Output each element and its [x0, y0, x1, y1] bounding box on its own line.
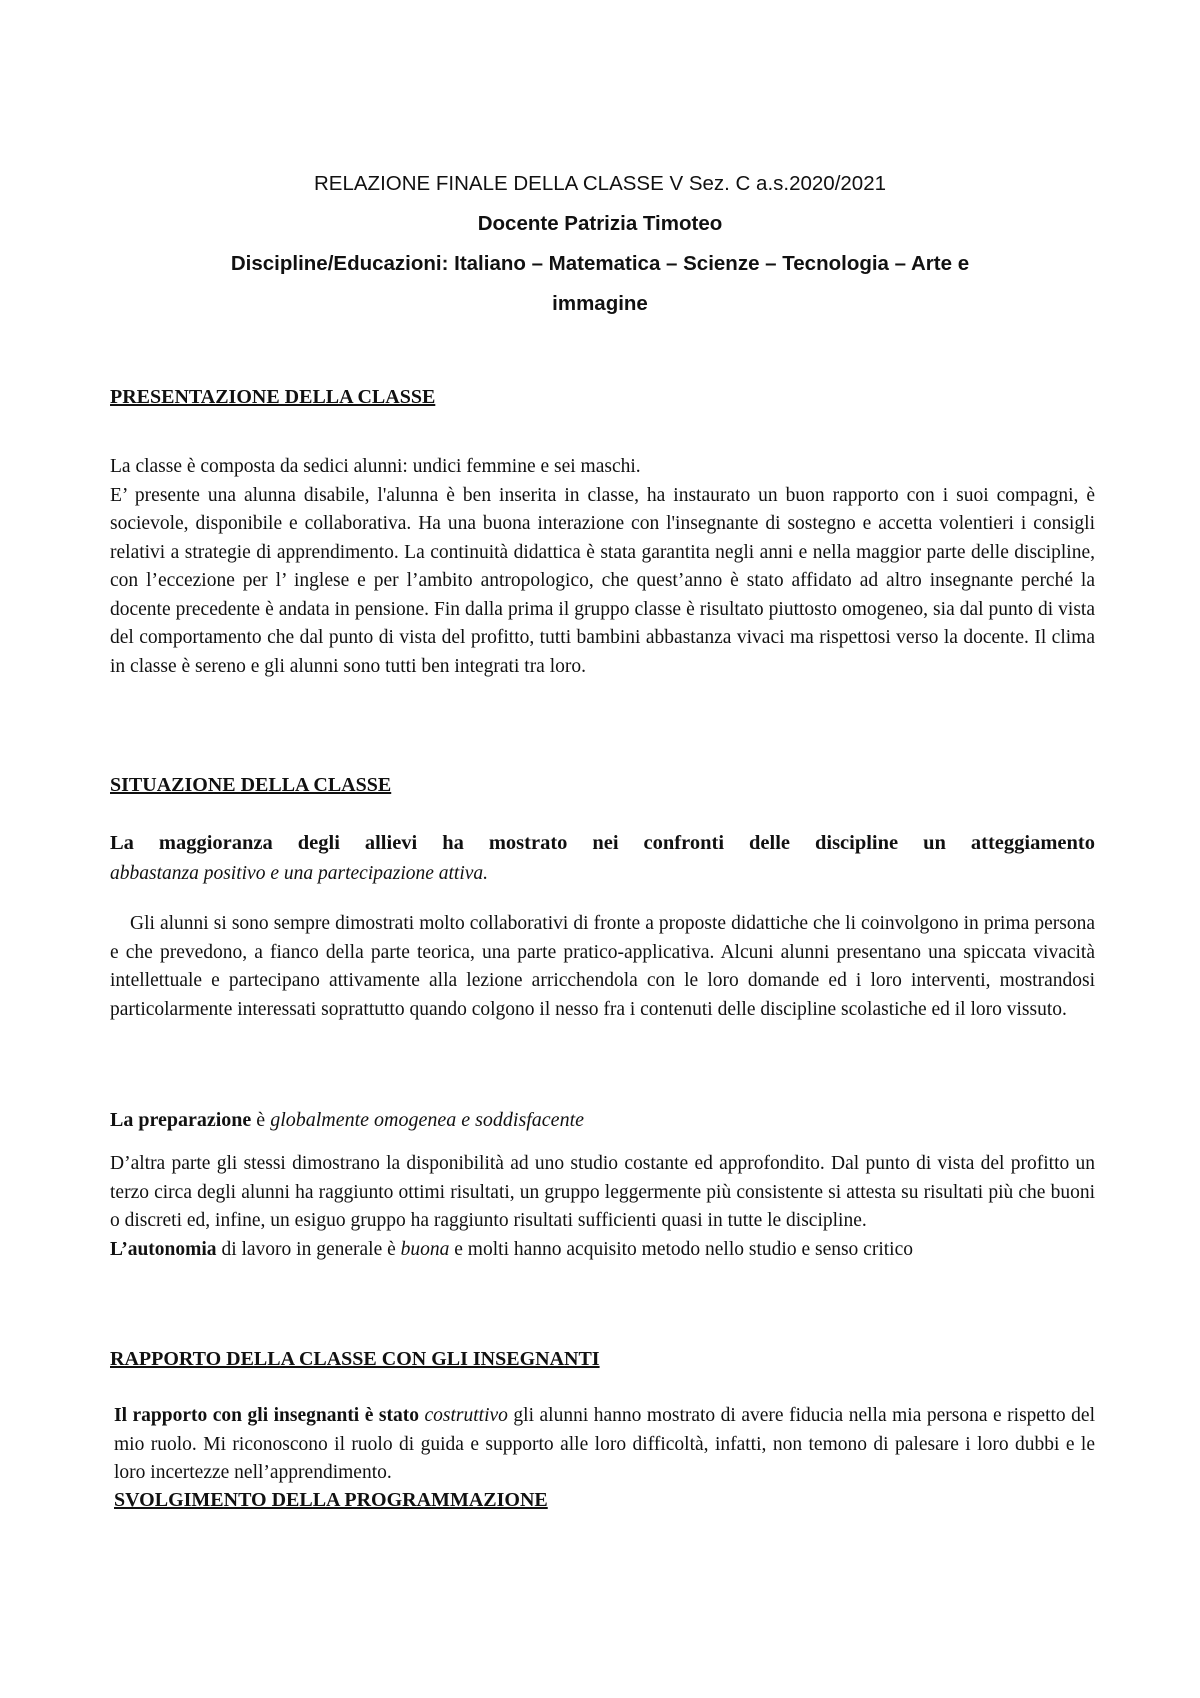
situazione-body	[110, 910, 1095, 1024]
teacher-line: Docente Patrizia Timoteo	[477, 212, 723, 235]
presentazione-line-1: La classe è composta da sedici alunni: undici femmine e sei maschi.	[110, 456, 641, 477]
document-title: RELAZIONE FINALE DELLA CLASSE V Sez. C a.s.2020/2021	[314, 172, 886, 195]
situazione-lead	[110, 827, 1095, 889]
section-heading-situazione: SITUAZIONE DELLA CLASSE	[110, 774, 392, 796]
preparazione-italic: globalmente omogenea e soddisfacente	[270, 1109, 584, 1131]
situazione-bold-line: La maggioranza degli allievi ha mostrato nei confronti delle discipline un atteggiamento	[110, 832, 1095, 854]
presentazione-paragraph: E’ presente una alunna disabile, l'alunna è ben inserita in classe, ha instaurato un buon rapporto con i suoi compagni, è socievole, disponibile e collaborativa. Ha una buona interazione con l'insegnante di sostegno e accetta volentieri i consigli relativi a strategie di apprendimento. La continuità didattica è stata garantita negli anni e nella maggior parte delle discipline, con l’eccezione per l’ inglese e per l’ambito antropologico, che quest’anno è stato affidato ad altro insegnante perché la docente precedente è andata in pensione. Fin dalla prima il gruppo classe è risultato piuttosto omogeneo, sia dal punto di vista del comportamento che dal punto di vista del profitto, tutti bambini abbastanza vivaci ma rispettosi verso la docente. Il clima in classe è sereno e gli alunni sono tutti ben integrati tra loro.	[110, 484, 1095, 677]
disciplines-line-1: Discipline/Educazioni: Italiano – Matematica – Scienze – Tecnologia – Arte e	[230, 252, 970, 275]
situazione-paragraph-2: D’altra parte gli stessi dimostrano la disponibilità ad uno studio costante ed approfondito. Dal punto di vista del profitto un terzo circa degli alunni ha raggiunto ottimi risultati, un gruppo leggermente più consistente si attesta su risultati più che buoni o discreti ed, infine, un esiguo gruppo ha raggiunto risultati sufficienti quasi in tutte le discipline.	[110, 1153, 1095, 1231]
rapporto-paragraph	[114, 1402, 1095, 1488]
preparazione-line	[110, 1106, 1095, 1135]
section-heading-svolgimento: SVOLGIMENTO DELLA PROGRAMMAZIONE	[114, 1489, 548, 1511]
autonomia-mid: di lavoro in generale è	[216, 1238, 401, 1260]
situazione-italic-line: abbastanza positivo e una partecipazione attiva.	[110, 863, 489, 884]
section-heading-rapporto: RAPPORTO DELLA CLASSE CON GLI INSEGNANTI	[110, 1348, 600, 1370]
rapporto-body	[114, 1402, 1095, 1488]
disciplines-line-2: immagine	[552, 292, 648, 315]
document-header	[110, 164, 1090, 324]
autonomia-sentence	[110, 1236, 1095, 1265]
autonomia-italic: buona	[400, 1238, 450, 1260]
section-heading-presentazione: PRESENTAZIONE DELLA CLASSE	[110, 386, 436, 408]
situazione-body-2	[110, 1150, 1095, 1264]
situazione-paragraph: Gli alunni si sono sempre dimostrati molto collaborativi di fronte a proposte didattiche che li coinvolgono in prima persona e che prevedono, a fianco della parte teorica, una parte pratico-applicativa. Alcuni alunni presentano una spiccata vivacità intellettuale e partecipano attivamente alla lezione arricchendola con le loro domande ed i loro interventi, mostrandosi particolarmente interessati soprattutto quando colgono il nesso fra i contenuti delle discipline scolastiche ed il loro vissuto.	[110, 913, 1095, 1020]
autonomia-end: e molti hanno acquisito metodo nello studio e senso critico	[449, 1238, 913, 1260]
preparazione-sentence	[110, 1106, 1095, 1135]
rapporto-italic: costruttivo	[424, 1405, 508, 1426]
autonomia-bold: L’autonomia	[110, 1238, 217, 1260]
preparazione-bold: La preparazione	[110, 1109, 252, 1131]
rapporto-bold: Il rapporto con gli insegnanti è stato	[114, 1405, 419, 1426]
rapporto-rest: gli alunni hanno mostrato di avere fiducia nella mia persona e rispetto del mio ruolo. Mi riconoscono il ruolo di guida e supporto alle loro difficoltà, infatti, non temono di palesare i loro dubbi e le loro incertezze nell’apprendimento.	[114, 1405, 1096, 1483]
preparazione-mid: è	[251, 1109, 271, 1131]
presentazione-body	[110, 453, 1095, 681]
